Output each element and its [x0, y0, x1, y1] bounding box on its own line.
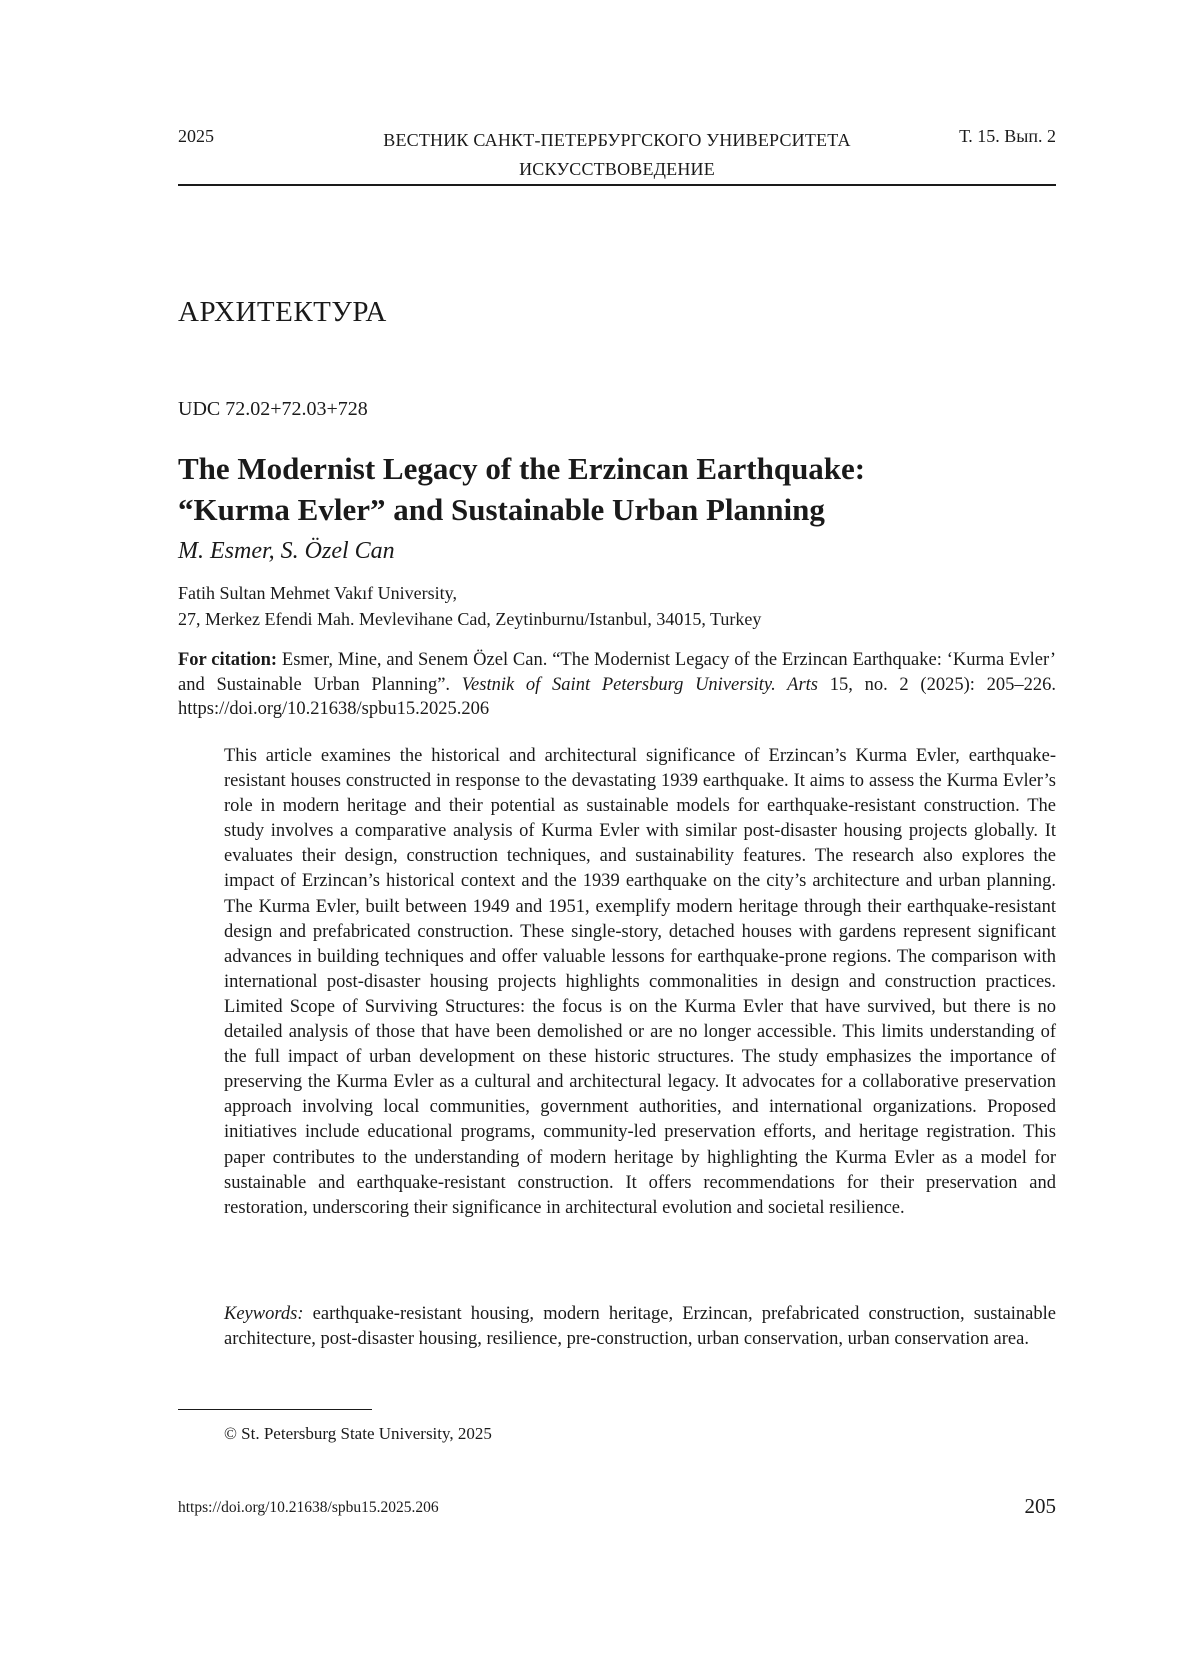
copyright-notice: © St. Petersburg State University, 2025: [224, 1424, 492, 1443]
affiliation-address: 27, Merkez Efendi Mah. Mevlevihane Cad, Zeytinburnu/Istanbul, 34015, Turkey: [178, 609, 762, 629]
authors: M. Esmer, S. Özel Can: [178, 538, 395, 564]
keywords-list: earthquake-resistant housing, modern heritage, Erzincan, prefabricated construction, sustainable architecture, post-disaster housing, resilience, pre-construction, urban conservation, urban conservation area.: [224, 1304, 1056, 1350]
header-volume: Т. 15. Вып. 2: [959, 126, 1056, 146]
citation-text: Esmer, Mine, and Senem Özel Can. “The Modernist Legacy of the Erzincan Earthquake: ‘Kurma Evler’ and Sustainable Urban Planning”.: [178, 650, 1056, 695]
citation-details: 15, no. 2 (2025): 205–226. https://doi.org/10.21638/spbu15.2025.206: [178, 674, 1056, 720]
article-title-line-1: The Modernist Legacy of the Erzincan Earthquake:: [178, 451, 866, 486]
header-divider: [178, 184, 1056, 186]
article-title-line-2: “Kurma Evler” and Sustainable Urban Planning: [178, 492, 825, 527]
section-heading: АРХИТЕКТУРА: [178, 296, 387, 328]
article-title: [178, 448, 1056, 530]
citation-label: For citation:: [178, 650, 278, 670]
journal-series: ИСКУССТВОВЕДЕНИЕ: [519, 159, 715, 179]
keywords: [224, 1302, 1056, 1352]
running-head: [178, 126, 1056, 186]
keywords-label: Keywords:: [224, 1304, 304, 1324]
abstract: This article examines the historical and architectural significance of Erzincan’s Kurma Evler, earthquake-resistant houses constructed in response to the devastating 1939 earthquake. It aims to assess the Kurma Evler’s role in modern heritage and their potential as sustainable models for earthquake-resistant construction. The study involves a comparative analysis of Kurma Evler with similar post-disaster housing projects globally. It evaluates their design, construction techniques, and sustainability features. The research also explores the impact of Erzincan’s historical context and the 1939 earthquake on the city’s architecture and urban planning. The Kurma Evler, built between 1949 and 1951, exemplify modern heritage through their earthquake-resistant design and prefabricated construction. These single-story, detached houses with gardens represent significant advances in building techniques and offer valuable lessons for earthquake-prone regions. The comparison with international post-disaster housing projects highlights commonalities in design and construction practices. Limited Scope of Surviving Structures: the focus is on the Kurma Evler that have survived, but there is no detailed analysis of those that have been demolished or are no longer accessible. This limits understanding of the full impact of urban development on these historic structures. The study emphasizes the importance of preserving the Kurma Evler as a cultural and architectural legacy. It advocates for a collaborative preservation approach involving local communities, government authorities, and international organizations. Proposed initiatives include educational programs, community-led preservation efforts, and heritage registration. This paper contributes to the understanding of modern heritage by highlighting the Kurma Evler as a model for sustainable and earthquake-resistant construction. It offers recommendations for their preservation and restoration, underscoring their significance in architectural evolution and societal resilience.: [224, 746, 1056, 1218]
footnote-divider: [178, 1409, 372, 1410]
journal-title: ВЕСТНИК САНКТ-ПЕТЕРБУРГСКОГО УНИВЕРСИТЕТА: [383, 130, 851, 150]
udc-code: UDC 72.02+72.03+728: [178, 398, 368, 420]
header-year: 2025: [178, 126, 214, 146]
citation-journal: Vestnik of Saint Petersburg University. Arts: [461, 674, 818, 695]
affiliation-institution: Fatih Sultan Mehmet Vakıf University,: [178, 583, 457, 603]
journal-name: [178, 126, 1056, 184]
affiliation: [178, 580, 761, 632]
citation: [178, 648, 1056, 722]
page-number: 205: [1024, 1494, 1056, 1518]
footer-doi-link[interactable]: https://doi.org/10.21638/spbu15.2025.206: [178, 1499, 439, 1516]
